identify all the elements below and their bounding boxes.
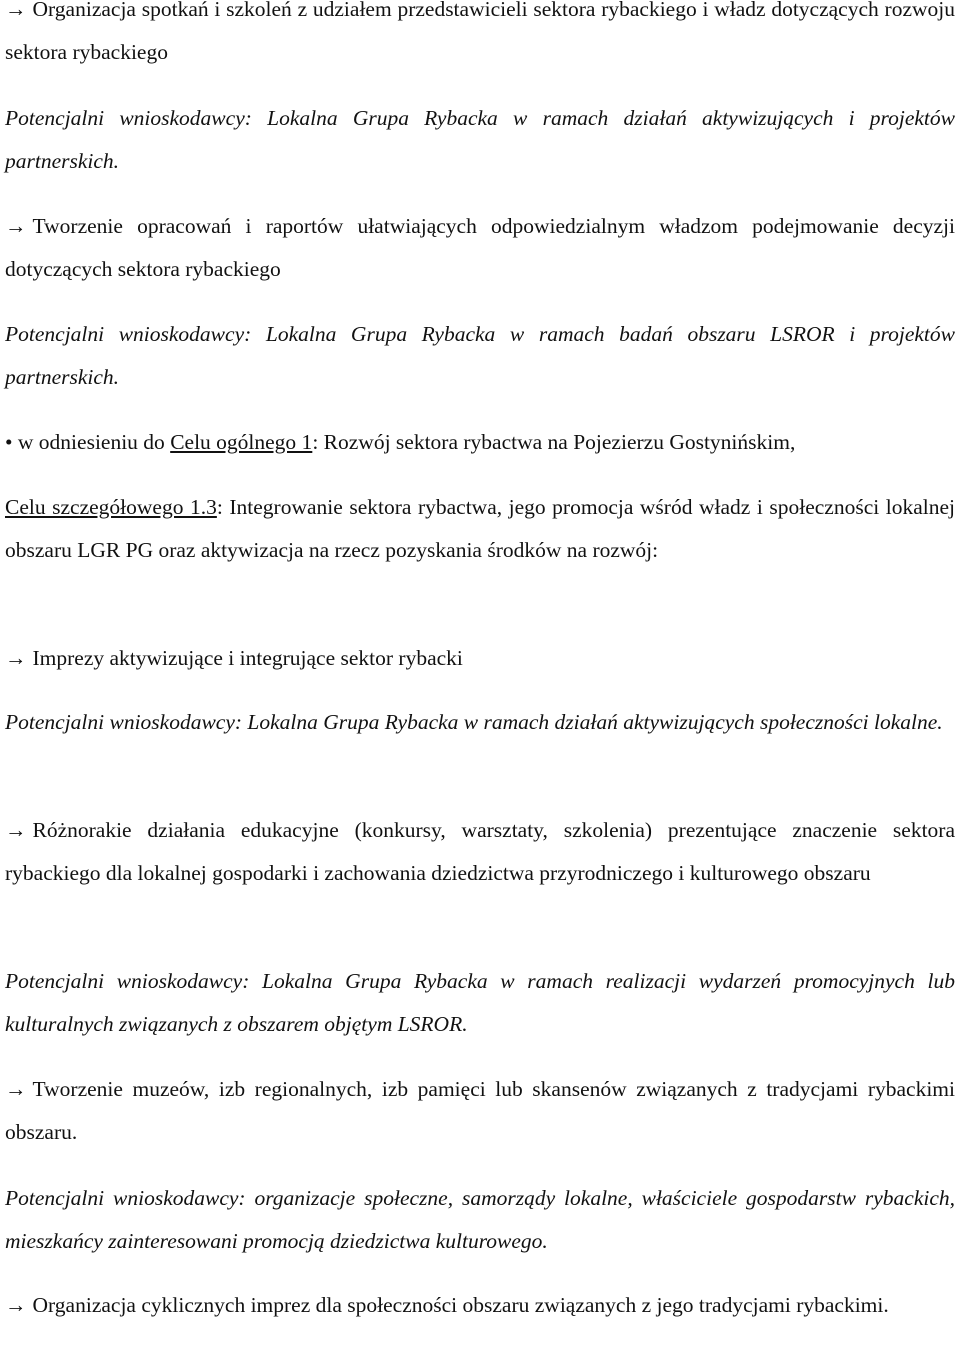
action-text: Imprezy aktywizujące i integrujące sektor rybacki [32,646,463,670]
applicants-note: Potencjalni wnioskodawcy: Lokalna Grupa Rybacka w ramach działań aktywizujących społeczności lokalne. [5,710,943,734]
action-text: Tworzenie muzeów, izb regionalnych, izb pamięci lub skansenów związanych z tradycjami rybackimi obszaru. [5,1077,955,1144]
action-item-cyclic-events [5,1284,955,1327]
general-goal-line [5,421,955,464]
action-item-meetings [5,0,955,74]
applicants-note: Potencjalni wnioskodawcy: Lokalna Grupa Rybacka w ramach badań obszaru LSROR i projektów partnerskich. [5,322,955,389]
applicants-note: Potencjalni wnioskodawcy: organizacje społeczne, samorządy lokalne, właściciele gospodarstw rybackich, mieszkańcy zainteresowani promocją dziedzictwa kulturowego. [5,1186,955,1253]
goal-lead-text: w odniesieniu do [17,430,165,454]
right-arrow-icon: → [5,818,27,842]
applicants-note: Potencjalni wnioskodawcy: Lokalna Grupa Rybacka w ramach realizacji wydarzeń promocyjnych lub kulturalnych związanych z obszarem objętym LSROR. [5,969,955,1036]
bullet-icon: • [5,430,13,454]
general-goal-link[interactable]: Celu ogólnego 1 [170,430,313,454]
action-text: Różnorakie działania edukacyjne (konkursy, warsztaty, szkolenia) prezentujące znaczenie sektora rybackiego dla lokalnej gospodarki i zachowania dziedzictwa przyrodniczego i kulturowego obszaru [5,818,955,885]
action-text: Organizacja spotkań i szkoleń z udziałem przedstawicieli sektora rybackiego i władz dotyczących rozwoju sektora rybackiego [5,0,955,64]
general-goal-text: : Rozwój sektora rybactwa na Pojezierzu Gostynińskim, [312,430,796,454]
action-item-reports [5,205,955,291]
action-item-education [5,809,955,895]
action-text: Organizacja cyklicznych imprez dla społeczności obszaru związanych z jego tradycjami rybackimi. [32,1293,889,1317]
specific-goal-paragraph [5,486,955,572]
specific-goal-text: : Integrowanie sektora rybactwa, jego promocja wśród władz i społeczności lokalnej obszaru LGR PG oraz aktywizacja na rzecz pozyskania środków na rozwój: [5,495,955,562]
right-arrow-icon: → [5,1293,27,1317]
specific-goal-link[interactable]: Celu szczegółowego 1.3 [5,495,217,519]
action-item-events [5,637,955,680]
right-arrow-icon: → [5,214,27,238]
right-arrow-icon: → [5,646,27,670]
action-text: Tworzenie opracowań i raportów ułatwiających odpowiedzialnym władzom podejmowanie decyzji dotyczących sektora rybackiego [5,214,955,281]
right-arrow-icon: → [5,0,27,21]
right-arrow-icon: → [5,1077,27,1101]
action-item-museums [5,1068,955,1154]
applicants-note: Potencjalni wnioskodawcy: Lokalna Grupa Rybacka w ramach działań aktywizujących i projektów partnerskich. [5,106,955,173]
